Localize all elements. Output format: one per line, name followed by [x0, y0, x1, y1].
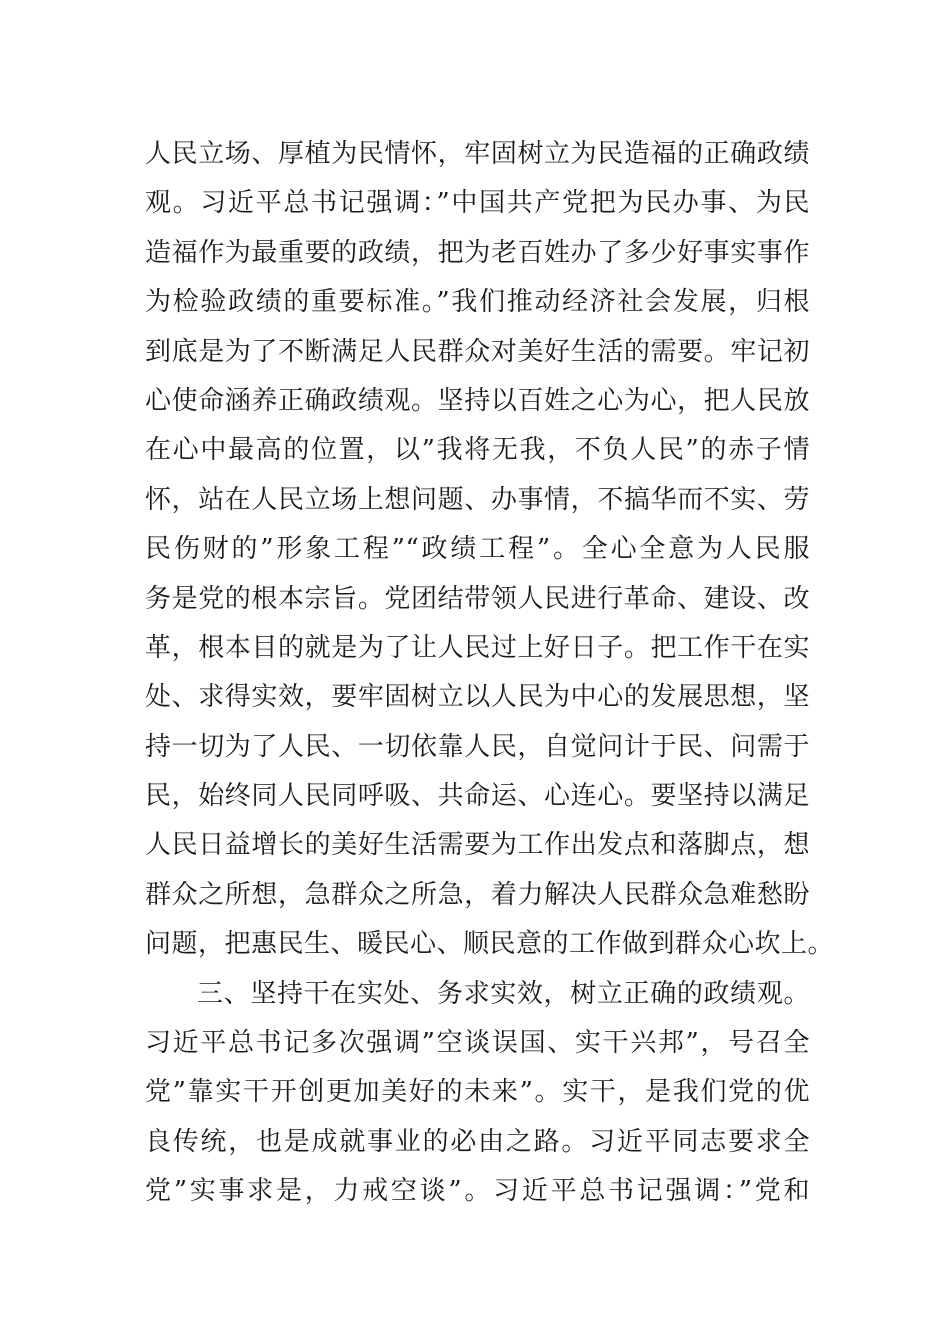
text-line: 良传统，也是成就事业的必由之路。习近平同志要求全 — [145, 1126, 810, 1157]
text-line: 民伤财的”形象工程”“政绩工程”。全心全意为人民服 — [145, 534, 810, 565]
text-line: 观。习近平总书记强调：”中国共产党把为民办事、为民 — [145, 188, 810, 219]
document-body — [145, 130, 835, 1217]
text-line: 到底是为了不断满足人民群众对美好生活的需要。牢记初 — [145, 336, 810, 367]
text-line: 为检验政绩的重要标准。”我们推动经济社会发展，归根 — [145, 287, 810, 318]
text-line: 民，始终同人民同呼吸、共命运、心连心。要坚持以满足 — [145, 781, 810, 812]
text-line: 怀，站在人民立场上想问题、办事情，不搞华而不实、劳 — [145, 484, 810, 515]
text-line: 人民日益增长的美好生活需要为工作出发点和落脚点，想 — [145, 830, 810, 861]
text-line: 习近平总书记多次强调”空谈误国、实干兴邦”，号召全 — [145, 1028, 810, 1059]
text-line: 心使命涵养正确政绩观。坚持以百姓之心为心，把人民放 — [145, 385, 810, 416]
text-line: 在心中最高的位置，以”我将无我，不负人民”的赤子情 — [145, 435, 810, 466]
text-line: 造福作为最重要的政绩，把为老百姓办了多少好事实事作 — [145, 237, 810, 268]
section-heading-line: 三、坚持干在实处、务求实效，树立正确的政绩观。 — [197, 978, 810, 1009]
text-line: 处、求得实效，要牢固树立以人民为中心的发展思想，坚 — [145, 682, 810, 713]
text-line: 党”实事求是，力戒空谈”。习近平总书记强调：”党和 — [145, 1176, 810, 1207]
text-line: 问题，把惠民生、暖民心、顺民意的工作做到群众心坎上。 — [145, 929, 835, 960]
text-line: 务是党的根本宗旨。党团结带领人民进行革命、建设、改 — [145, 583, 810, 614]
text-line: 人民立场、厚植为民情怀，牢固树立为民造福的正确政绩 — [145, 139, 810, 169]
text-line: 群众之所想，急群众之所急，着力解决人民群众急难愁盼 — [145, 879, 810, 910]
text-line: 党”靠实干开创更加美好的未来”。实干，是我们党的优 — [145, 1077, 810, 1108]
text-line: 革，根本目的就是为了让人民过上好日子。把工作干在实 — [145, 632, 810, 663]
text-line: 持一切为了人民、一切依靠人民，自觉问计于民、问需于 — [145, 731, 810, 762]
